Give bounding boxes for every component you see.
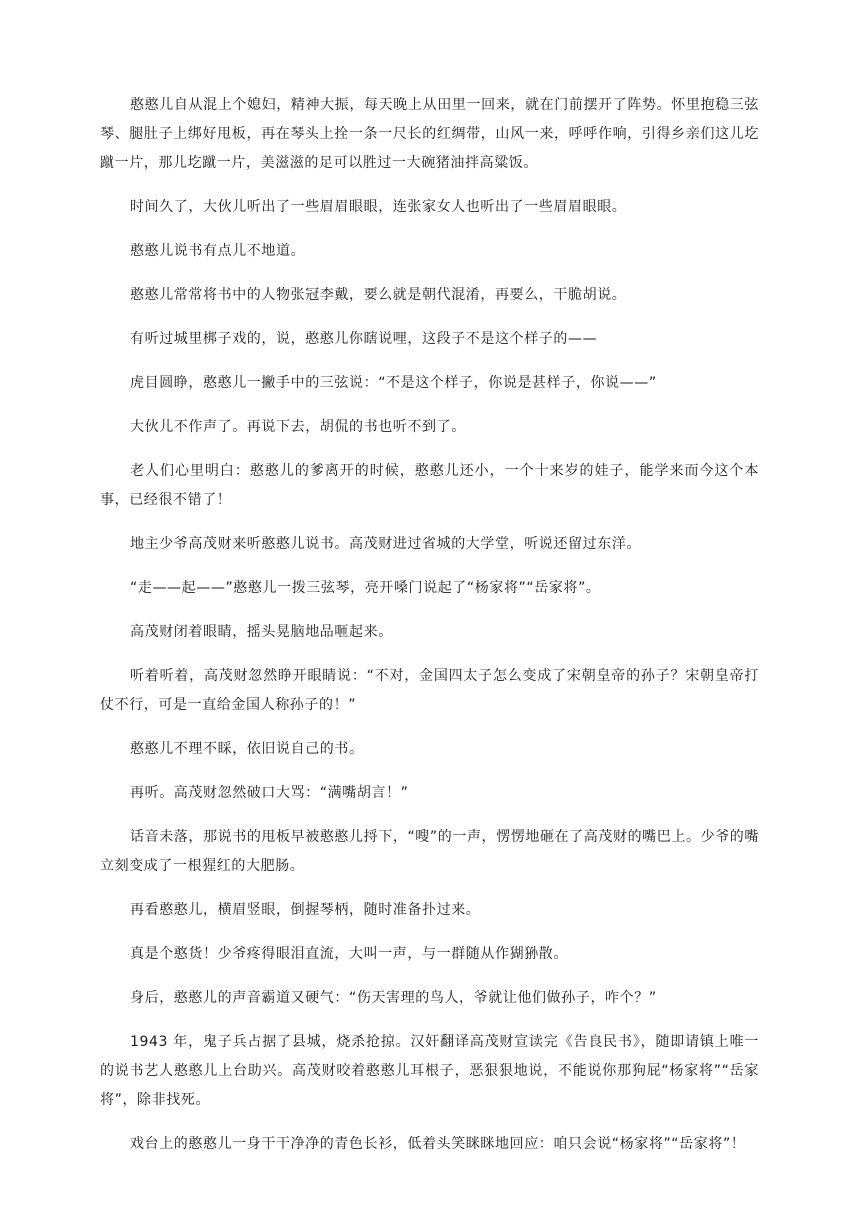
paragraph: 憨憨儿说书有点儿不地道。 [130, 243, 306, 259]
paragraph: 再听。高茂财忽然破口大骂：“满嘴胡言！” [130, 785, 409, 801]
paragraph: 戏台上的憨憨儿一身干干净净的青色长衫，低着头笑眯眯地回应：咱只会说“杨家将”“岳家将”！ [130, 1136, 746, 1152]
paragraph: 话音未落，那说书的甩板早被憨憨儿捋下，“嗖”的一声，愣愣地砸在了高茂财的嘴巴上。少爷的嘴立刻变成了一根猩红的大肥肠。 [100, 829, 759, 874]
paragraph: 大伙儿不作声了。再说下去，胡侃的书也听不到了。 [130, 419, 466, 435]
paragraph: 虎目圆睁，憨憨儿一撇手中的三弦说：“不是这个样子，你说是甚样子，你说——” [130, 375, 657, 391]
paragraph: 身后，憨憨儿的声音霸道又硬气：“伤天害理的鸟人，爷就让他们做孙子，咋个？” [130, 990, 657, 1006]
paragraph: 老人们心里明白：憨憨儿的爹离开的时候，憨憨儿还小，一个十来岁的娃子，能学来而今这个本事，已经很不错了！ [100, 463, 759, 508]
paragraph: 有听过城里梆子戏的，说，憨憨儿你瞎说哩，这段子不是这个样子的—— [130, 331, 598, 347]
paragraph: 憨憨儿自从混上个媳妇，精神大振，每天晚上从田里一回来，就在门前摆开了阵势。怀里抱稳三弦琴、腿肚子上绑好甩板，再在琴头上拴一条一尺长的红绸带，山风一来，呼呼作响，引得乡亲们这儿圪蹴一片，那儿圪蹴一片，美滋滋的足可以胜过一大碗猪油拌高粱饭。 [100, 97, 759, 171]
paragraph: “走——起——”憨憨儿一拨三弦琴，亮开嗓门说起了“杨家将”“岳家将”。 [130, 580, 601, 596]
paragraph: 时间久了，大伙儿听出了一些眉眉眼眼，连张家女人也听出了一些眉眉眼眼。 [130, 199, 627, 215]
document-page [100, 91, 759, 1174]
paragraph: 地主少爷高茂财来听憨憨儿说书。高茂财进过省城的大学堂，听说还留过东洋。 [130, 536, 641, 552]
paragraph: 高茂财闭着眼睛，摇头晃脑地品咂起来。 [130, 624, 393, 640]
paragraph: 憨憨儿不理不睬，依旧说自己的书。 [130, 741, 364, 757]
paragraph: 憨憨儿常常将书中的人物张冠李戴，要么就是朝代混淆，再要么，干脆胡说。 [130, 287, 627, 303]
paragraph: 1943 年，鬼子兵占据了县城，烧杀抢掠。汉奸翻译高茂财宣读完《告良民书》，随即请镇上唯一的说书艺人憨憨儿上台助兴。高茂财咬着憨憨儿耳根子，恶狠狠地说，不能说你那狗屁“杨家将”“岳家将”，除非找死。 [100, 1034, 759, 1108]
paragraph: 再看憨憨儿，横眉竖眼，倒握琴柄，随时准备扑过来。 [130, 902, 481, 918]
paragraph: 真是个憨货！少爷疼得眼泪直流，大叫一声，与一群随从作猢狲散。 [130, 946, 568, 962]
paragraph: 听着听着，高茂财忽然睁开眼睛说：“不对，金国四太子怎么变成了宋朝皇帝的孙子？宋朝皇帝打仗不行，可是一直给金国人称孙子的！” [100, 668, 759, 713]
